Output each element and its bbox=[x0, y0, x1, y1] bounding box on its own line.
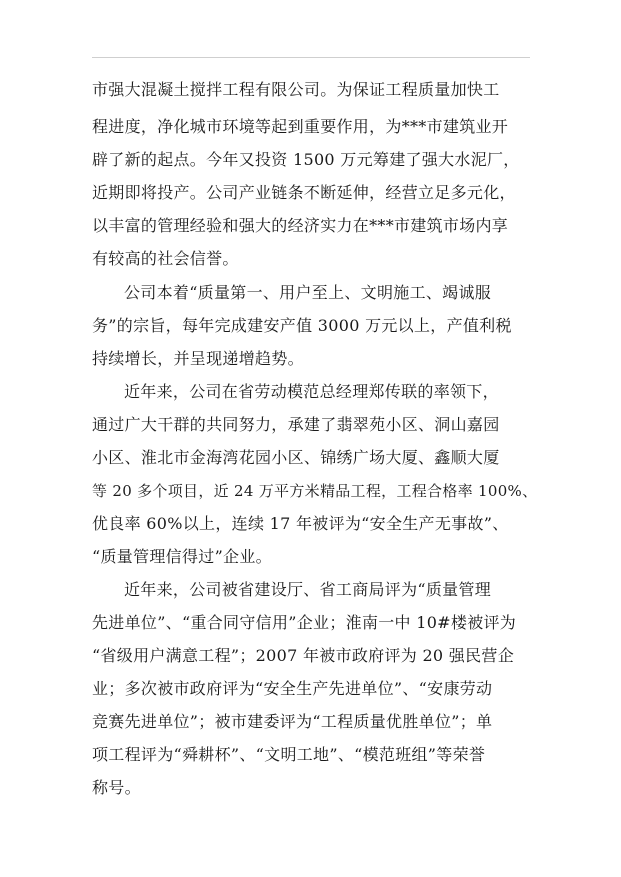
text-line: 先进单位”、“重合同守信用”企业；淮南一中 10#楼被评为 bbox=[92, 613, 517, 632]
text-line: 辟了新的起点。今年又投资 1500 万元筹建了强大水泥厂， bbox=[92, 150, 520, 169]
text-line: 项工程评为“舜耕杯”、“文明工地”、“模范班组”等荣誉 bbox=[92, 745, 486, 764]
text-line: 持续增长，并呈现递增趋势。 bbox=[92, 349, 304, 368]
text-line: 优良率 60%以上，连续 17 年被评为“安全生产无事故”、 bbox=[92, 514, 509, 533]
text-line: “省级用户满意工程”；2007 年被市政府评为 20 强民营企 bbox=[92, 646, 514, 665]
text-line: 通过广大干群的共同努力，承建了翡翠苑小区、洞山嘉园 bbox=[92, 415, 500, 434]
header-rule bbox=[92, 57, 530, 58]
text-line: 程进度，净化城市环境等起到重要作用，为***市建筑业开 bbox=[92, 117, 509, 136]
text-line: 小区、淮北市金海湾花园小区、锦绣广场大厦、鑫顺大厦 bbox=[92, 448, 500, 467]
text-line: 公司本着“质量第一、用户至上、文明施工、竭诚服 bbox=[124, 283, 492, 302]
text-line: 等 20 多个项目，近 24 万平方米精品工程，工程合格率 100%、 bbox=[92, 482, 538, 500]
text-line: 有较高的社会信誉。 bbox=[92, 249, 239, 268]
text-line: 务”的宗旨，每年完成建安产值 3000 万元以上，产值利税 bbox=[92, 316, 512, 335]
text-line: 近年来，公司被省建设厅、省工商局评为“质量管理 bbox=[124, 580, 492, 599]
text-line: 以丰富的管理经验和强大的经济实力在***市建筑市场内享 bbox=[92, 216, 509, 235]
text-line: 称号。 bbox=[92, 778, 141, 797]
text-line: “质量管理信得过”企业。 bbox=[92, 547, 272, 566]
text-line: 业；多次被市政府评为“安全生产先进单位”、“安康劳动 bbox=[92, 679, 493, 698]
text-line: 竞赛先进单位”；被市建委评为“工程质量优胜单位”；单 bbox=[92, 712, 493, 731]
text-line: 市强大混凝土搅拌工程有限公司。为保证工程质量加快工 bbox=[92, 80, 500, 99]
text-line: 近年来，公司在省劳动模范总经理郑传联的率领下， bbox=[124, 382, 499, 401]
text-line: 近期即将投产。公司产业链条不断延伸，经营立足多元化， bbox=[92, 183, 516, 202]
